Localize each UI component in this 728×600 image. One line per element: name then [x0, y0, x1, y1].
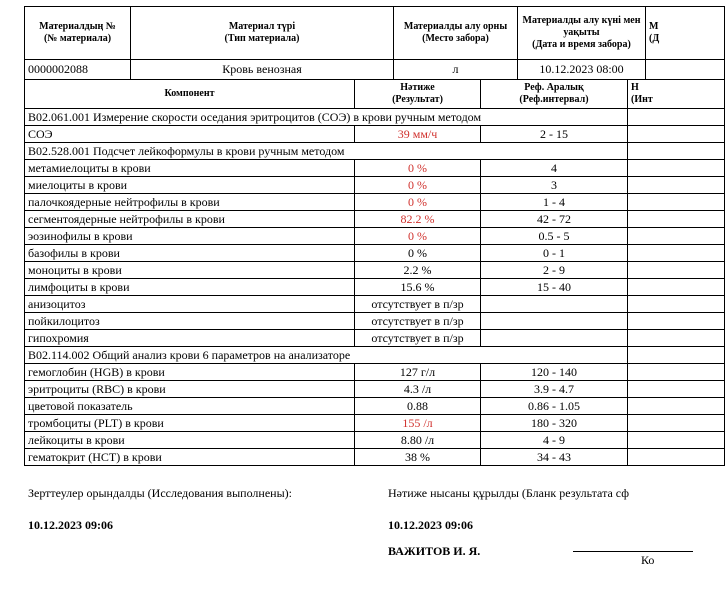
- ref-range: [481, 313, 628, 330]
- extra-cell: [628, 160, 725, 177]
- result-value: 0 %: [355, 194, 481, 211]
- result-row: [25, 415, 725, 432]
- result-row: [25, 262, 725, 279]
- result-row: [25, 330, 725, 347]
- component-name: пойкилоцитоз: [25, 313, 355, 330]
- signature-text: Ко: [641, 553, 655, 567]
- result-value: 8.80 /л: [355, 432, 481, 449]
- result-value: 127 г/л: [355, 364, 481, 381]
- ref-range: 3.9 - 4.7: [481, 381, 628, 398]
- component-name: метамиелоциты в крови: [25, 160, 355, 177]
- material-extra-header: М (Д: [646, 7, 725, 60]
- result-row: [25, 160, 725, 177]
- component-name: лейкоциты в крови: [25, 432, 355, 449]
- ref-header: Реф. Аралық (Реф.интервал): [481, 80, 628, 109]
- result-row: [25, 126, 725, 143]
- result-value: 155 /л: [355, 415, 481, 432]
- ref-range: [481, 296, 628, 313]
- ref-range: 42 - 72: [481, 211, 628, 228]
- result-value: 15.6 %: [355, 279, 481, 296]
- material-place-header: Материалды алу орны (Место забора): [394, 7, 518, 60]
- ref-range: [481, 330, 628, 347]
- material-number-header: Материалдың № (№ материала): [25, 7, 131, 60]
- component-name: палочкоядерные нейтрофилы в крови: [25, 194, 355, 211]
- result-value: 0 %: [355, 228, 481, 245]
- extra-cell: [628, 211, 725, 228]
- component-name: гемоглобин (HGB) в крови: [25, 364, 355, 381]
- extra-cell: [628, 381, 725, 398]
- material-datetime-header: Материалды алу күні мен уақыты (Дата и время забора): [518, 7, 646, 60]
- report-page: [24, 6, 724, 466]
- component-name: лимфоциты в крови: [25, 279, 355, 296]
- component-name: гипохромия: [25, 330, 355, 347]
- section-title: B02.528.001 Подсчет лейкоформулы в крови ручным методом: [25, 143, 628, 160]
- doctor-name: ВАЖИТОВ И. Я.: [388, 544, 481, 558]
- extra-cell: [628, 194, 725, 211]
- component-name: гематокрит (HCT) в крови: [25, 449, 355, 466]
- result-row: [25, 398, 725, 415]
- section-title: B02.061.001 Измерение скорости оседания эритроцитов (СОЭ) в крови ручным методом: [25, 109, 628, 126]
- extra-cell: [628, 449, 725, 466]
- result-row: [25, 211, 725, 228]
- extra-cell: [628, 177, 725, 194]
- result-value: 82.2 %: [355, 211, 481, 228]
- ref-range: 180 - 320: [481, 415, 628, 432]
- extra-cell: [628, 279, 725, 296]
- result-value: 38 %: [355, 449, 481, 466]
- component-name: миелоциты в крови: [25, 177, 355, 194]
- component-name: эритроциты (RBC) в крови: [25, 381, 355, 398]
- ref-range: 0.5 - 5: [481, 228, 628, 245]
- result-row: [25, 177, 725, 194]
- result-value: отсутствует в п/зр: [355, 296, 481, 313]
- extra-cell: [628, 313, 725, 330]
- component-header: Компонент: [25, 80, 355, 109]
- signature-line: [573, 551, 693, 552]
- extra-cell: [628, 347, 725, 364]
- result-header: Нәтиже (Результат): [355, 80, 481, 109]
- result-value: отсутствует в п/зр: [355, 330, 481, 347]
- result-row: [25, 313, 725, 330]
- result-row: [25, 296, 725, 313]
- results-table: [24, 79, 725, 466]
- extra-cell: [628, 330, 725, 347]
- ref-range: 0 - 1: [481, 245, 628, 262]
- component-name: СОЭ: [25, 126, 355, 143]
- ref-range: 2 - 9: [481, 262, 628, 279]
- section-title: B02.114.002 Общий анализ крови 6 параметров на анализаторе: [25, 347, 628, 364]
- extra-cell: [628, 432, 725, 449]
- result-row: [25, 279, 725, 296]
- extra-cell: [628, 262, 725, 279]
- section-row: [25, 109, 725, 126]
- component-name: моноциты в крови: [25, 262, 355, 279]
- material-info-row: [25, 60, 725, 80]
- component-name: сегментоядерные нейтрофилы в крови: [25, 211, 355, 228]
- ref-range: 2 - 15: [481, 126, 628, 143]
- material-table: [24, 6, 725, 80]
- ref-range: 120 - 140: [481, 364, 628, 381]
- material-number: 0000002088: [25, 60, 131, 80]
- result-value: 0.88: [355, 398, 481, 415]
- material-extra: [646, 60, 725, 80]
- result-row: [25, 364, 725, 381]
- done-date: 10.12.2023 09:06: [28, 518, 113, 532]
- ref-range: 15 - 40: [481, 279, 628, 296]
- extra-cell: [628, 126, 725, 143]
- result-row: [25, 449, 725, 466]
- results-body: [25, 109, 725, 466]
- result-row: [25, 245, 725, 262]
- extra-cell: [628, 245, 725, 262]
- section-row: [25, 347, 725, 364]
- result-value: 0 %: [355, 177, 481, 194]
- component-name: базофилы в крови: [25, 245, 355, 262]
- section-row: [25, 143, 725, 160]
- result-value: 0 %: [355, 160, 481, 177]
- material-header-row: [25, 7, 725, 60]
- ref-range: 1 - 4: [481, 194, 628, 211]
- material-datetime: 10.12.2023 08:00: [518, 60, 646, 80]
- component-name: тромбоциты (PLT) в крови: [25, 415, 355, 432]
- extra-cell: [628, 364, 725, 381]
- result-row: [25, 228, 725, 245]
- result-value: 39 мм/ч: [355, 126, 481, 143]
- component-name: цветовой показатель: [25, 398, 355, 415]
- extra-cell: [628, 143, 725, 160]
- result-value: 0 %: [355, 245, 481, 262]
- ref-range: 4 - 9: [481, 432, 628, 449]
- results-header-row: [25, 80, 725, 109]
- result-row: [25, 381, 725, 398]
- material-type: Кровь венозная: [131, 60, 394, 80]
- result-row: [25, 194, 725, 211]
- result-value: 2.2 %: [355, 262, 481, 279]
- component-name: эозинофилы в крови: [25, 228, 355, 245]
- ref-range: 4: [481, 160, 628, 177]
- extra-cell: [628, 398, 725, 415]
- result-row: [25, 432, 725, 449]
- result-value: 4.3 /л: [355, 381, 481, 398]
- extra-cell: [628, 415, 725, 432]
- material-type-header: Материал түрі (Тип материала): [131, 7, 394, 60]
- extra-cell: [628, 228, 725, 245]
- blank-date: 10.12.2023 09:06: [388, 518, 473, 532]
- material-place: л: [394, 60, 518, 80]
- done-label: Зерттеулер орындалды (Исследования выполнены):: [28, 486, 292, 500]
- component-name: анизоцитоз: [25, 296, 355, 313]
- blank-label: Нәтиже нысаны құрылды (Бланк результата сф: [388, 486, 630, 500]
- ref-range: 3: [481, 177, 628, 194]
- extra-cell: [628, 296, 725, 313]
- ref-range: 34 - 43: [481, 449, 628, 466]
- extra-header: Н (Инт: [628, 80, 725, 109]
- result-value: отсутствует в п/зр: [355, 313, 481, 330]
- extra-cell: [628, 109, 725, 126]
- ref-range: 0.86 - 1.05: [481, 398, 628, 415]
